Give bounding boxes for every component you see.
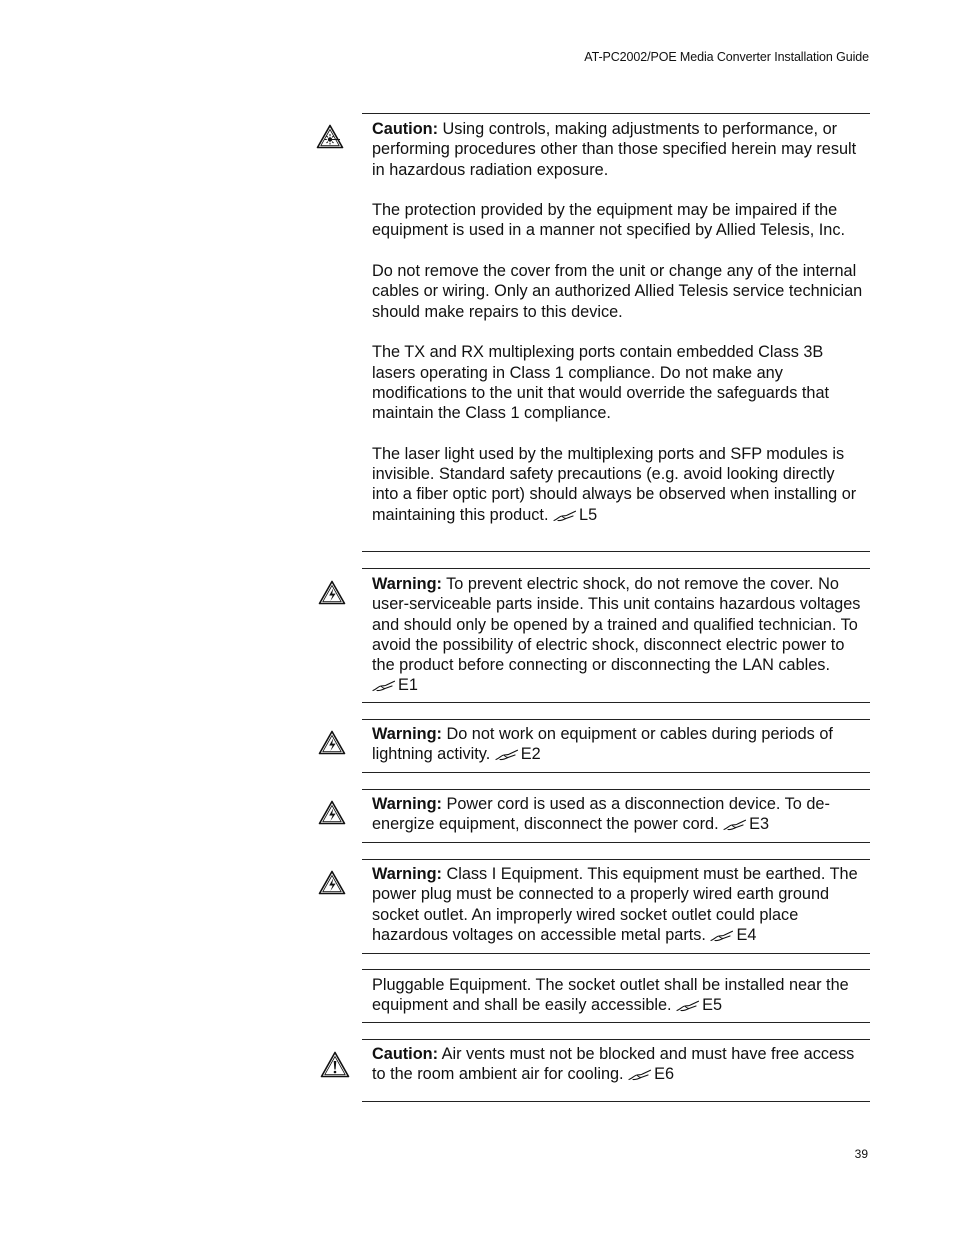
laser-radiation-icon bbox=[316, 124, 344, 149]
notice-paragraph: The laser light used by the multiplexing ports and SFP modules is invisible. Standard safety precautions (e.g. avoid looking directly into a fiber optic port) should always be observed when installing or maintaining this product. L5 bbox=[372, 444, 864, 527]
notice-paragraph: Caution: Air vents must not be blocked and must have free access to the room ambient air for cooling. E6 bbox=[372, 1044, 864, 1087]
electrical-hazard-icon bbox=[318, 870, 346, 895]
pointing-hand-icon bbox=[676, 997, 700, 1017]
notice-warning-e1 bbox=[362, 568, 870, 703]
notice-laser-caution bbox=[362, 113, 870, 552]
running-header: AT-PC2002/POE Media Converter Installation Guide bbox=[584, 50, 869, 64]
pointing-hand-icon bbox=[495, 746, 519, 766]
translation-reference: E3 bbox=[723, 815, 769, 833]
page-number: 39 bbox=[854, 1147, 868, 1161]
notice-paragraph: Warning: Class I Equipment. This equipment must be earthed. The power plug must be connected to a properly wired earth ground socket outlet. An improperly wired socket outlet could place hazardous voltages on accessible metal parts. E4 bbox=[372, 864, 864, 947]
caution-exclamation-icon bbox=[320, 1051, 350, 1078]
translation-reference: E6 bbox=[628, 1065, 674, 1083]
notice-caution-e6 bbox=[362, 1039, 870, 1102]
notice-warning-e2 bbox=[362, 719, 870, 773]
electrical-hazard-icon bbox=[318, 730, 346, 755]
translation-reference: E5 bbox=[676, 996, 722, 1014]
notice-label: Warning: bbox=[372, 725, 442, 743]
translation-reference: E2 bbox=[495, 745, 541, 763]
notice-label: Caution: bbox=[372, 120, 439, 138]
notice-warning-e3 bbox=[362, 789, 870, 843]
notice-warning-e4 bbox=[362, 859, 870, 954]
pointing-hand-icon bbox=[628, 1066, 652, 1086]
translation-reference: L5 bbox=[553, 506, 597, 524]
notice-label: Warning: bbox=[372, 795, 442, 813]
translation-reference: E4 bbox=[710, 926, 756, 944]
notice-paragraph: Warning: Do not work on equipment or cables during periods of lightning activity. E2 bbox=[372, 724, 864, 767]
notice-paragraph: Warning: Power cord is used as a disconnection device. To de-energize equipment, disconnect the power cord. E3 bbox=[372, 794, 864, 837]
notice-paragraph: Pluggable Equipment. The socket outlet shall be installed near the equipment and shall be easily accessible. E5 bbox=[372, 975, 864, 1018]
notice-label: Caution: bbox=[372, 1045, 439, 1063]
pointing-hand-icon bbox=[372, 677, 396, 697]
notice-paragraph: The protection provided by the equipment may be impaired if the equipment is used in a manner not specified by Allied Telesis, Inc. bbox=[372, 201, 846, 240]
pointing-hand-icon bbox=[553, 507, 577, 527]
notice-label: Warning: bbox=[372, 865, 442, 883]
electrical-hazard-icon bbox=[318, 580, 346, 605]
notice-label: Warning: bbox=[372, 575, 442, 593]
pointing-hand-icon bbox=[723, 816, 747, 836]
pointing-hand-icon bbox=[710, 927, 734, 947]
notice-paragraph: Do not remove the cover from the unit or change any of the internal cables or wiring. Only an authorized Allied Telesis service technician should make repairs to this device. bbox=[372, 262, 863, 321]
notice-paragraph: Caution: Using controls, making adjustments to performance, or performing procedures other than those specified herein may result in hazardous radiation exposure. bbox=[372, 120, 857, 179]
notice-paragraph: The TX and RX multiplexing ports contain embedded Class 3B lasers operating in Class 1 compliance. Do not make any modifications to the unit that would override the safeguards that maintain the Class 1 compliance. bbox=[372, 343, 830, 423]
translation-reference: E1 bbox=[372, 676, 418, 694]
notice-pluggable-e5 bbox=[362, 969, 870, 1023]
notice-paragraph: Warning: To prevent electric shock, do not remove the cover. No user-serviceable parts inside. This unit contains hazardous voltages and should only be opened by a trained and qualified technician. To avoid the possibility of electric shock, disconnect electric power to the product before connecting or disconnecting the LAN cables. E1 bbox=[372, 574, 864, 698]
electrical-hazard-icon bbox=[318, 800, 346, 825]
